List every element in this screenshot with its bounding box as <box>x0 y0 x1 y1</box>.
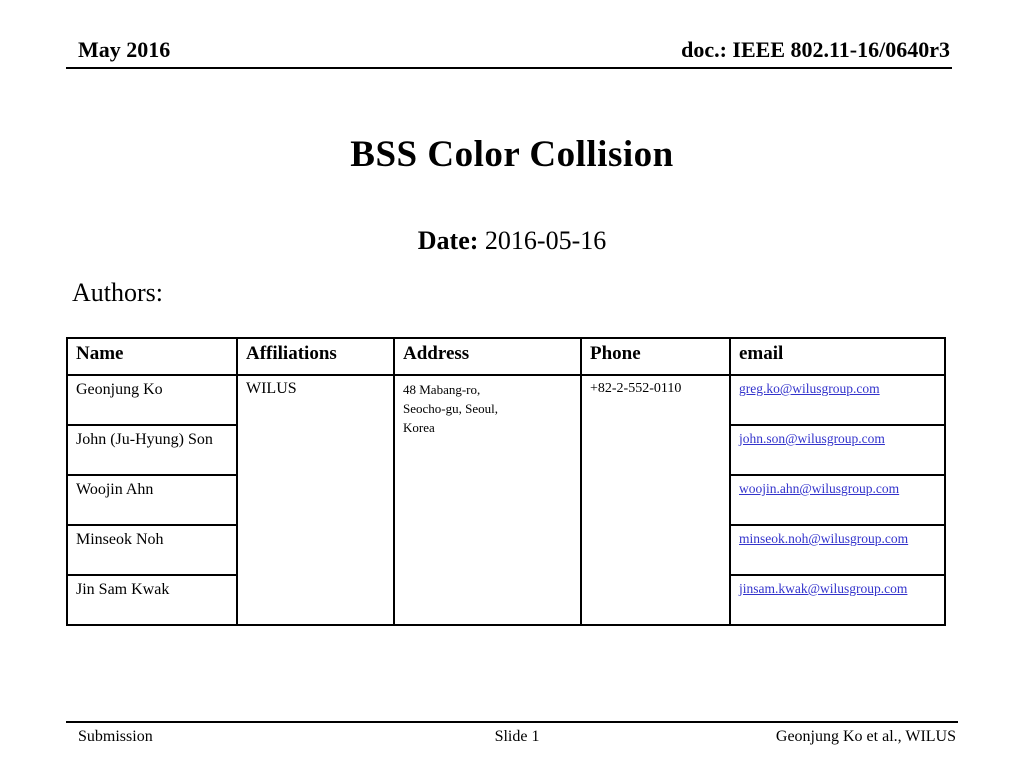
column-header-phone: Phone <box>581 338 730 375</box>
column-header-address: Address <box>394 338 581 375</box>
email-link[interactable]: minseok.noh@wilusgroup.com <box>739 531 909 546</box>
footer-submission: Submission <box>78 728 153 745</box>
affiliation-cell: WILUS <box>237 375 394 625</box>
date-line <box>0 226 1024 256</box>
author-name: Jin Sam Kwak <box>67 575 237 625</box>
email-link[interactable]: greg.ko@wilusgroup.com <box>739 381 880 396</box>
email-cell <box>730 575 945 625</box>
author-name: Woojin Ahn <box>67 475 237 525</box>
phone-cell: +82-2-552-0110 <box>581 375 730 625</box>
header-date: May 2016 <box>78 37 171 62</box>
email-cell <box>730 525 945 575</box>
date-value: 2016-05-16 <box>484 226 607 255</box>
column-header-name: Name <box>67 338 237 375</box>
authors-table <box>66 337 946 626</box>
column-header-email: email <box>730 338 945 375</box>
email-link[interactable]: jinsam.kwak@wilusgroup.com <box>739 581 908 596</box>
table-row <box>67 375 945 425</box>
author-name: Minseok Noh <box>67 525 237 575</box>
footer-slide-number: Slide 1 <box>494 728 540 745</box>
author-name: Geonjung Ko <box>67 375 237 425</box>
address-line: Korea <box>403 419 435 435</box>
author-name: John (Ju-Hyung) Son <box>67 425 237 475</box>
address-line: Seocho-gu, Seoul, <box>403 400 498 416</box>
email-cell <box>730 425 945 475</box>
email-link[interactable]: john.son@wilusgroup.com <box>739 431 885 446</box>
email-cell <box>730 475 945 525</box>
table-header-row <box>67 338 945 375</box>
column-header-affiliations: Affiliations <box>237 338 394 375</box>
slide-title: BSS Color Collision <box>350 134 674 175</box>
address-line: 48 Mabang-ro, <box>403 382 481 397</box>
slide-header <box>66 36 952 69</box>
header-doc-number: doc.: IEEE 802.11-16/0640r3 <box>681 37 950 62</box>
email-link[interactable]: woojin.ahn@wilusgroup.com <box>739 481 900 496</box>
footer-author-credit: Geonjung Ko et al., WILUS <box>775 728 957 745</box>
authors-label: Authors: <box>72 278 163 307</box>
address-cell <box>394 375 581 625</box>
slide-footer <box>66 721 958 746</box>
date-label: Date: <box>417 226 479 255</box>
email-cell <box>730 375 945 425</box>
